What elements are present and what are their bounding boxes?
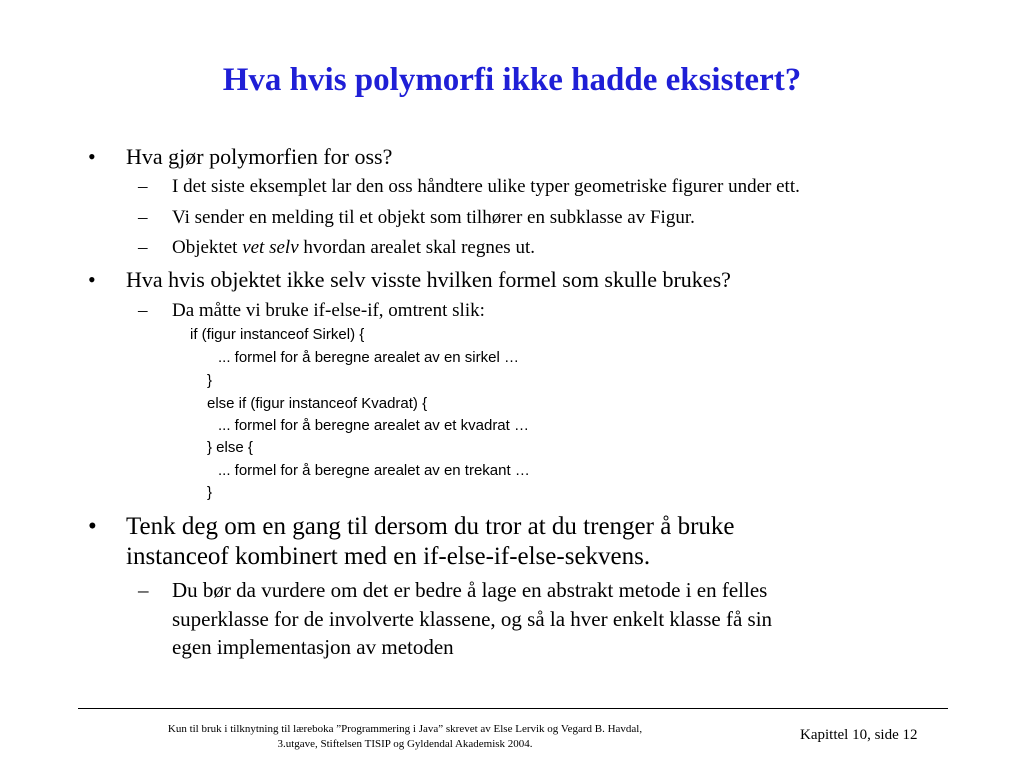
bullet-marker: • — [88, 144, 96, 169]
code-line: else if (figur instanceof Kvadrat) { — [207, 395, 428, 412]
dash-marker: – — [138, 207, 148, 228]
code-line: ... formel for å beregne arealet av et kvadrat … — [218, 417, 529, 434]
bullet-marker: • — [88, 267, 96, 292]
footer-credit-line-2: 3.utgave, Stiftelsen TISIP og Gyldendal Akademisk 2004. — [277, 738, 533, 750]
bullet-3-sub-1-line-2: superklasse for de involverte klassene, og så la hver enkelt klasse få sin — [172, 607, 773, 631]
dash-marker: – — [138, 237, 148, 258]
bullet-2-sub-1-text: Da måtte vi bruke if-else-if, omtrent slik: — [172, 300, 485, 321]
dash-marker: – — [138, 300, 148, 321]
text-emphasis: vet selv — [242, 237, 299, 258]
dash-marker: – — [138, 176, 148, 197]
footer-divider — [78, 708, 948, 709]
footer-credit-line-1: Kun til bruk i tilknytning til læreboka ”Programmering i Java” skrevet av Else Lervik og Vegard B. Havdal, — [167, 723, 643, 735]
code-line: } — [207, 372, 213, 389]
bullet-3-sub-1-line-3: egen implementasjon av metoden — [172, 635, 454, 659]
bullet-2-text: Hva hvis objektet ikke selv visste hvilken formel som skulle brukes? — [126, 267, 731, 292]
page-number: Kapittel 10, side 12 — [800, 727, 918, 743]
bullet-1-text: Hva gjør polymorfien for oss? — [126, 144, 393, 169]
bullet-3-line-1: Tenk deg om en gang til dersom du tror at du trenger å bruke — [126, 513, 735, 540]
dash-marker: – — [138, 578, 149, 602]
code-line: if (figur instanceof Sirkel) { — [190, 326, 365, 343]
code-line: ... formel for å beregne arealet av en trekant … — [218, 462, 530, 479]
bullet-3-sub-1-line-1: Du bør da vurdere om det er bedre å lage en abstrakt metode i en felles — [172, 578, 768, 602]
footer-credit — [150, 722, 660, 752]
text-plain: Objektet — [172, 237, 243, 258]
code-line: } else { — [207, 439, 253, 456]
code-line: ... formel for å beregne arealet av en sirkel … — [218, 349, 519, 366]
slide-title: Hva hvis polymorfi ikke hadde eksistert? — [222, 62, 802, 98]
bullet-1-sub-3-text — [172, 236, 535, 260]
bullet-marker: • — [88, 513, 97, 540]
bullet-3-line-2: instanceof kombinert med en if-else-if-else-sekvens. — [126, 543, 651, 570]
bullet-1-sub-1-text: I det siste eksemplet lar den oss håndtere ulike typer geometriske figurer under ett. — [172, 176, 800, 197]
text-plain: hvordan arealet skal regnes ut. — [298, 237, 535, 258]
code-line: } — [207, 484, 213, 501]
bullet-1-sub-2-text: Vi sender en melding til et objekt som tilhører en subklasse av Figur. — [172, 207, 695, 228]
